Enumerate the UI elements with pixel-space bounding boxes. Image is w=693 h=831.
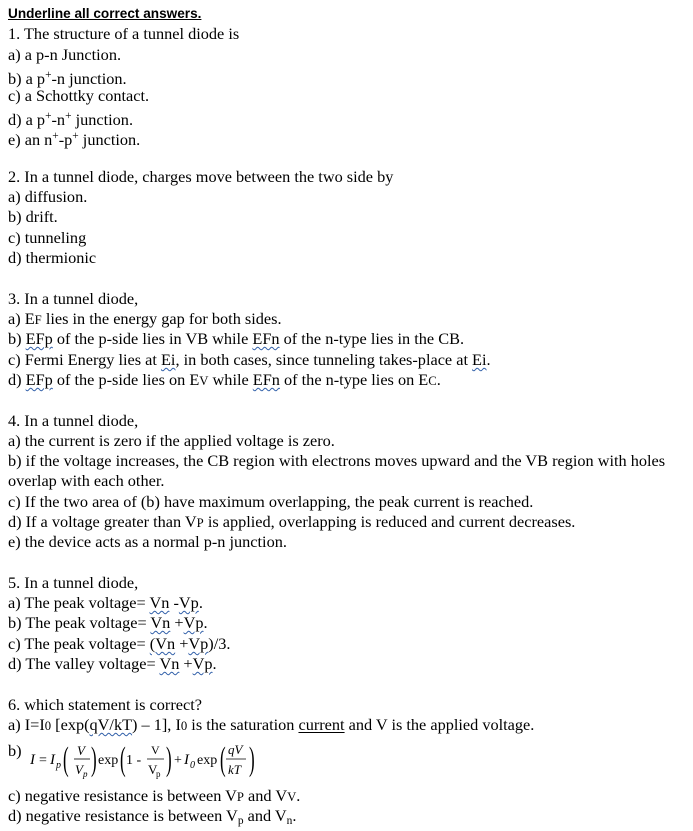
svg-text:I: I [184,752,189,768]
q6-stem: 6. which statement is correct? [8,695,202,714]
svg-text:V: V [151,743,160,757]
q3-option-c[interactable]: c) Fermi Energy lies at Ei, in both cases, since tunneling takes-place at Ei. [8,350,491,369]
q1-option-d[interactable]: d) a p+-n+ junction. [8,110,134,129]
q4-option-d[interactable]: d) If a voltage greater than VP is applied, overlapping is reduced and current decreases. [8,512,576,531]
q5-option-d[interactable]: d) The valley voltage= Vn +Vp. [8,654,217,673]
q4-stem: 4. In a tunnel diode, [8,411,139,430]
q1-option-b[interactable]: b) a p+-n junction. [8,69,127,88]
q3-option-a[interactable]: a) EF lies in the energy gap for both sides. [8,309,282,328]
svg-text:V: V [75,762,83,777]
q3-option-b[interactable]: b) EFp of the p-side lies in VB while EFn of the n-type lies in the CB. [8,329,465,348]
svg-text:(: ( [220,739,226,778]
q1-stem: 1. The structure of a tunnel diode is [8,24,240,43]
svg-text:exp: exp [98,753,119,768]
svg-text:I: I [50,752,55,768]
q6-option-b-formula[interactable] [30,734,270,784]
svg-text:+: + [174,753,182,768]
q4-option-b[interactable]: b) if the voltage increases, the CB region with electrons moves upward and the VB region with holes overlap with each other. [8,451,666,491]
q3-option-d[interactable]: d) EFp of the p-side lies on EV while EFn of the n-type lies on EC. [8,370,441,389]
svg-text:V: V [77,743,85,758]
q4-option-e[interactable]: e) the device acts as a normal p-n junction. [8,532,287,551]
q6-option-d[interactable]: d) negative resistance is between $V_p$ and $V_n$. [8,806,297,827]
q2-stem: 2. In a tunnel diode, charges move between the two side by [8,167,394,186]
svg-text:qV: qV [228,742,243,757]
q3-stem: 3. In a tunnel diode, [8,289,139,308]
svg-text:1 -: 1 - [126,753,142,768]
svg-text:p: p [83,769,88,779]
q1-option-c[interactable]: c) a Schottky contact. [8,86,150,105]
q2-option-a[interactable]: a) diffusion. [8,187,88,206]
q5-option-a[interactable]: a) The peak voltage= Vn -Vp. [8,593,203,612]
q5-option-b[interactable]: b) The peak voltage= Vn +Vp. [8,613,208,632]
q5-stem: 5. In a tunnel diode, [8,573,139,592]
svg-text:(: ( [63,739,69,778]
svg-text:=: = [39,753,47,768]
q1-option-a[interactable]: a) a p-n Junction. [8,45,122,64]
q2-option-d[interactable]: d) thermionic [8,248,97,267]
svg-text:p: p [56,760,61,771]
svg-text:kT: kT [228,762,241,777]
q6-option-a[interactable]: a) I=I0 [exp(qV/kT) – 1], I0 is the saturation current and V is the applied voltage. [8,715,535,734]
svg-text:): ) [91,739,97,778]
q4-option-a[interactable]: a) the current is zero if the applied voltage is zero. [8,431,335,450]
q6-option-c[interactable]: c) negative resistance is between VP and VV. [8,786,301,805]
svg-text:exp: exp [197,753,218,768]
svg-text:I: I [30,752,35,768]
svg-text:0: 0 [190,760,195,771]
svg-text:): ) [249,739,255,778]
q5-option-c[interactable]: c) The peak voltage= (Vn +Vp)/3. [8,634,231,653]
svg-text:V: V [148,762,158,777]
q1-option-e[interactable]: e) an n+-p+ junction. [8,130,141,149]
q2-option-c[interactable]: c) tunneling [8,228,87,247]
svg-text:p: p [156,769,161,779]
q4-option-c[interactable]: c) If the two area of (b) have maximum overlapping, the peak current is reached. [8,492,534,511]
svg-text:): ) [166,739,172,778]
instructions-heading: Underline all correct answers. [8,6,202,21]
q2-option-b[interactable]: b) drift. [8,207,58,226]
svg-text:(: ( [120,739,126,778]
q6-option-b-label[interactable]: b) [8,741,22,760]
